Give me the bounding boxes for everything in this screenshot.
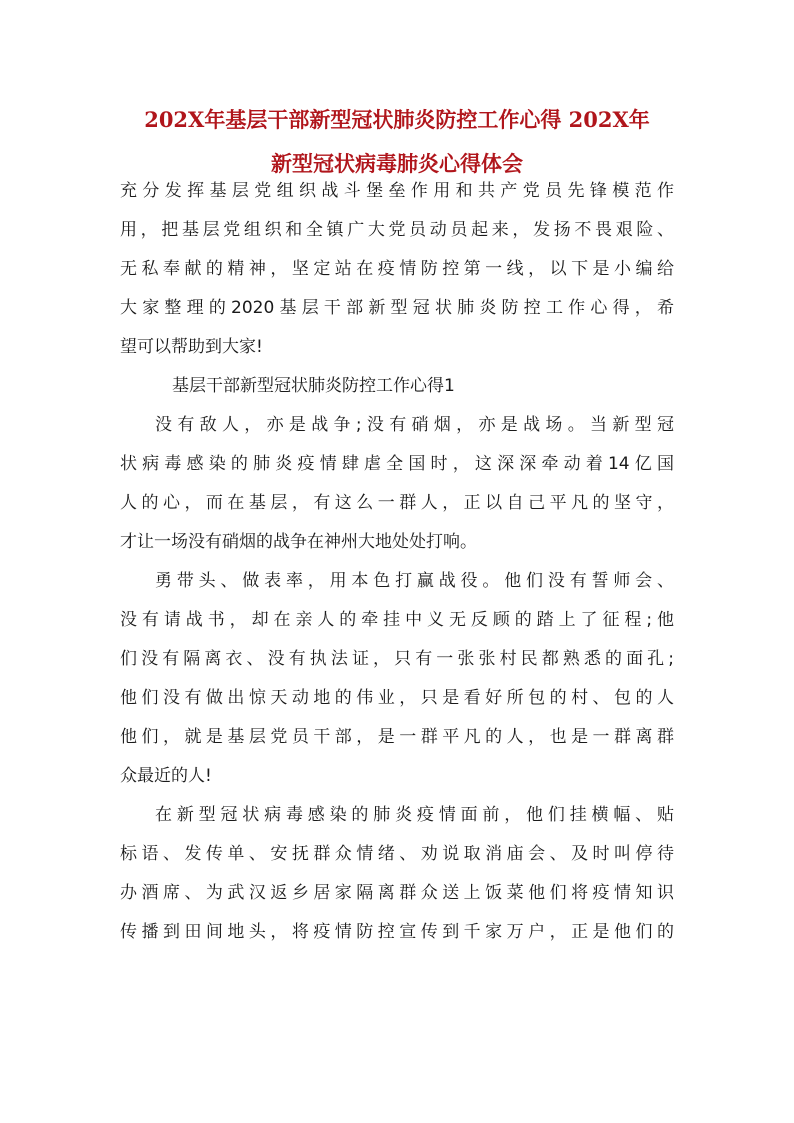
paragraph-line: 众最近的人! (120, 766, 212, 786)
paragraph-line: 他们，就是基层党员干部，是一群平凡的人，也是一群离群 (120, 727, 674, 747)
intro-line: 充分发挥基层党组织战斗堡垒作用和共产党员先锋模范作 (120, 181, 674, 201)
paragraph-line: 传播到田间地头，将疫情防控宣传到千家万户，正是他们的 (120, 922, 674, 942)
section-heading: 基层干部新型冠状肺炎防控工作心得1 (172, 376, 455, 396)
intro-line: 用，把基层党组织和全镇广大党员动员起来，发扬不畏艰险、 (120, 220, 674, 240)
intro-line: 大家整理的2020基层干部新型冠状肺炎防控工作心得，希 (120, 298, 674, 318)
intro-line: 无私奉献的精神，坚定站在疫情防控第一线，以下是小编给 (120, 259, 674, 279)
document-title-line-2: 新型冠状病毒肺炎心得体会 (271, 151, 523, 176)
paragraph-line: 在新型冠状病毒感染的肺炎疫情面前，他们挂横幅、贴 (155, 805, 674, 825)
paragraph-line: 们没有隔离衣、没有执法证，只有一张张村民都熟悉的面孔; (120, 649, 674, 669)
paragraph-line: 没有请战书，却在亲人的牵挂中义无反顾的踏上了征程;他 (120, 610, 674, 630)
paragraph-line: 他们没有做出惊天动地的伟业，只是看好所包的村、包的人 (120, 688, 674, 708)
paragraph-line: 勇带头、做表率，用本色打赢战役。他们没有誓师会、 (155, 571, 674, 591)
paragraph-line: 标语、发传单、安抚群众情绪、劝说取消庙会、及时叫停待 (120, 844, 674, 864)
document-title-line-1: 202X年基层干部新型冠状肺炎防控工作心得 202X年 (144, 107, 650, 132)
paragraph-line: 没有敌人，亦是战争;没有硝烟，亦是战场。当新型冠 (155, 415, 674, 435)
paragraph-line: 状病毒感染的肺炎疫情肆虐全国时，这深深牵动着14亿国 (120, 454, 674, 474)
paragraph-line: 人的心，而在基层，有这么一群人，正以自己平凡的坚守， (120, 493, 674, 513)
paragraph-line: 办酒席、为武汉返乡居家隔离群众送上饭菜他们将疫情知识 (120, 883, 674, 903)
intro-line: 望可以帮助到大家! (120, 337, 263, 357)
paragraph-line: 才让一场没有硝烟的战争在神州大地处处打响。 (120, 532, 477, 552)
